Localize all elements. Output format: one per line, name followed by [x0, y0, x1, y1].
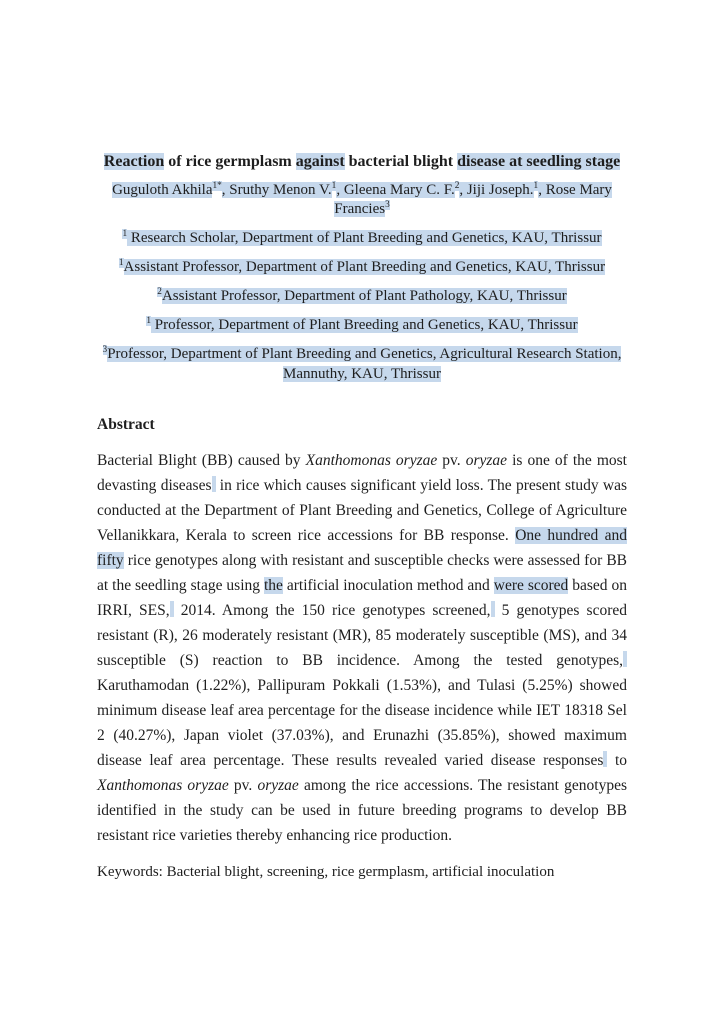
abstract-heading: Abstract	[97, 416, 155, 433]
keywords-line: Keywords: Bacterial blight, screening, rice germplasm, artificial inoculation	[97, 864, 555, 880]
affiliation-line-2: $^1$Assistant Professor, Department of Plant Breeding and Genetics, KAU, Thrissur	[118, 258, 606, 275]
author-list: Guguloth Akhila$^{1*}$, Sruthy Menon V.$^1$, Gleena Mary C. F.$^2$, Jiji Joseph.$^1$, Rose Mary Francies$^3$	[112, 181, 612, 217]
affiliations-block	[97, 228, 627, 384]
affiliation-line-4: $^1$ Professor, Department of Plant Breeding and Genetics, KAU, Thrissur	[146, 316, 578, 333]
affiliation-line-5: $^3$Professor, Department of Plant Breeding and Genetics, Agricultural Research Station, Mannuthy, KAU, Thrissur	[102, 345, 622, 382]
affiliation-line-3: $^2$Assistant Professor, Department of Plant Pathology, KAU, Thrissur	[157, 287, 567, 304]
abstract-paragraph: Bacterial Blight (BB) caused by Xanthomonas oryzae pv. oryzae is one of the most devasting diseases in rice which causes significant yield loss. The present study was conducted at the Department of Plant Breeding and Genetics, College of Agriculture Vellanikkara, Kerala to screen rice accessions for BB response. One hundred and fifty rice genotypes along with resistant and susceptible checks were assessed for BB at the seedling stage using the artificial inoculation method and were scored based on IRRI, SES, 2014. Among the 150 rice genotypes screened, 5 genotypes scored resistant (R), 26 moderately resistant (MR), 85 moderately susceptible (MS), and 34 susceptible (S) reaction to BB incidence. Among the tested genotypes, Karuthamodan (1.22%), Pallipuram Pokkali (1.53%), and Tulasi (5.25%) showed minimum disease leaf area percentage for the disease incidence while IET 18318 Sel 2 (40.27%), Japan violet (37.03%), and Erunazhi (35.85%), showed maximum disease leaf area percentage. These results revealed varied disease responses to Xanthomonas oryzae pv. oryzae among the rice accessions. The resistant genotypes identified in the study can be used in future breeding programs to develop BB resistant rice varieties thereby enhancing rice production.	[97, 452, 628, 844]
paper-title: Reaction of rice germplasm against bacterial blight disease at seedling stage	[103, 153, 621, 170]
affiliation-line-1: $^1$ Research Scholar, Department of Plant Breeding and Genetics, KAU, Thrissur	[122, 229, 602, 246]
